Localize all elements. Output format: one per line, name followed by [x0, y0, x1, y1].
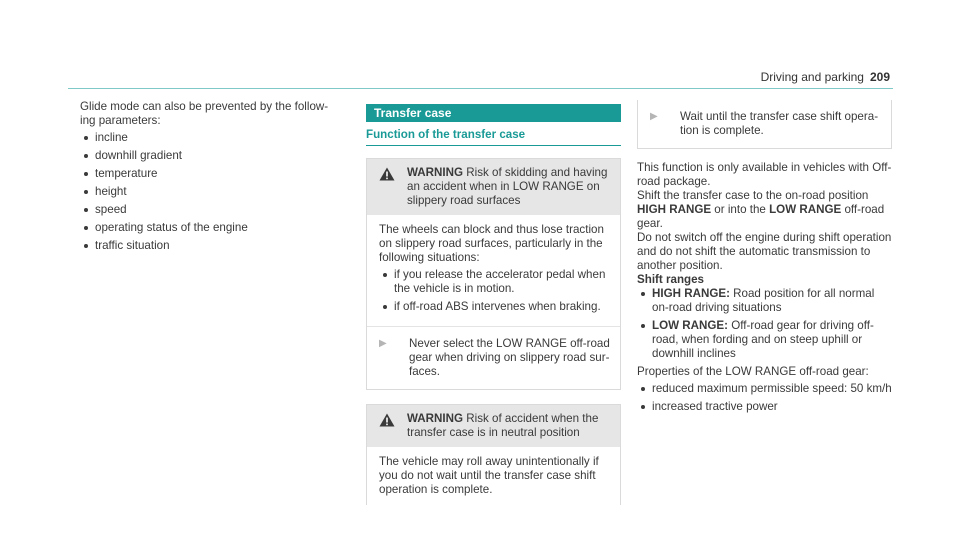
- column-1: [80, 100, 345, 257]
- warning-header: [367, 159, 620, 215]
- column-2: [366, 104, 621, 505]
- list-item-high-range: [637, 287, 892, 315]
- shift-ranges-title: Shift ranges: [637, 273, 704, 286]
- high-range-term: HIGH RANGE: [637, 203, 712, 216]
- running-head: [761, 70, 890, 84]
- subsection-title: Function of the transfer case: [366, 128, 621, 146]
- list-item: temperature: [80, 167, 345, 181]
- warning-continuation: [637, 100, 892, 149]
- list-item: if off-road ABS intervenes when braking.: [379, 300, 610, 314]
- warning-box-neutral: [366, 404, 621, 505]
- list-item-low-range: [637, 319, 892, 361]
- warning-description: The wheels can block and thus lose traction on slippery road surfaces, particularly in the following situations:: [379, 223, 604, 264]
- warning-description: The vehicle may roll away unintentionally if you do not wait until the transfer case shift operation is complete.: [379, 455, 599, 496]
- warning-risk-text: Risk of accident when the transfer case is in neutral position: [407, 412, 599, 439]
- header-rule: [68, 88, 893, 89]
- range-label: LOW RANGE:: [652, 319, 728, 332]
- intro-line-2: ing parameters:: [80, 114, 161, 127]
- warning-header-text: [407, 166, 612, 208]
- warning-action: [367, 326, 620, 389]
- list-item: speed: [80, 203, 345, 217]
- warning-risk-text: Risk of skidding and having an accident when in LOW RANGE on slippery road surfaces: [407, 166, 608, 207]
- low-range-term: LOW RANGE: [769, 203, 842, 216]
- list-item: increased tractive power: [637, 400, 892, 414]
- text-run: or into the: [711, 203, 770, 216]
- list-item: traffic situation: [80, 239, 345, 253]
- shift-instruction: [637, 189, 892, 231]
- parameter-list: [80, 131, 345, 253]
- engine-caution-text: Do not switch off the engine during shift operation and do not shift the automatic transmission to another position.: [637, 231, 892, 272]
- warning-body: [367, 215, 620, 326]
- action-arrow-icon: ▶: [379, 338, 387, 349]
- warning-action: [638, 100, 891, 148]
- warning-header-text: [407, 412, 612, 440]
- list-item: downhill gradient: [80, 149, 345, 163]
- warning-body: [367, 447, 620, 505]
- warning-box-skidding: [366, 158, 621, 390]
- range-label: HIGH RANGE:: [652, 287, 730, 300]
- list-item: reduced maximum permissible speed: 50 km/h: [637, 382, 892, 396]
- availability-text: This function is only available in vehicles with Off-road package.: [637, 161, 892, 188]
- action-text: Never select the LOW RANGE off-road gear when driving on slippery road surfaces.: [409, 337, 610, 378]
- shift-range-list: [637, 287, 892, 361]
- section-name: Driving and parking: [760, 70, 864, 84]
- intro-line-1: Glide mode can also be prevented by the follow-: [80, 100, 329, 113]
- list-item: if you release the accelerator pedal when the vehicle is in motion.: [379, 268, 610, 296]
- section-title: Transfer case: [366, 104, 621, 122]
- properties-list: [637, 382, 892, 414]
- warning-label: WARNING: [407, 412, 464, 425]
- warning-label: WARNING: [407, 166, 464, 179]
- list-item: height: [80, 185, 345, 199]
- warning-header: [367, 405, 620, 447]
- text-run: off-road gear.: [637, 203, 885, 230]
- range-description: Off-road gear for driving off-road, when fording and on steep uphill or downhill inclines: [652, 319, 874, 360]
- list-item: operating status of the engine: [80, 221, 345, 235]
- list-item: incline: [80, 131, 345, 145]
- warning-triangle-icon: [379, 413, 395, 427]
- properties-title: Properties of the LOW RANGE off-road gear:: [637, 365, 869, 378]
- text-run: Shift the transfer case to the on-road position: [637, 189, 869, 202]
- action-text: Wait until the transfer case shift operation is complete.: [680, 110, 879, 137]
- action-arrow-icon: ▶: [650, 111, 658, 122]
- column-3: [637, 100, 892, 418]
- page-number: 209: [869, 70, 890, 84]
- warning-situation-list: [379, 268, 610, 314]
- warning-triangle-icon: [379, 167, 395, 181]
- range-description: Road position for all normal on-road driving situations: [652, 287, 875, 314]
